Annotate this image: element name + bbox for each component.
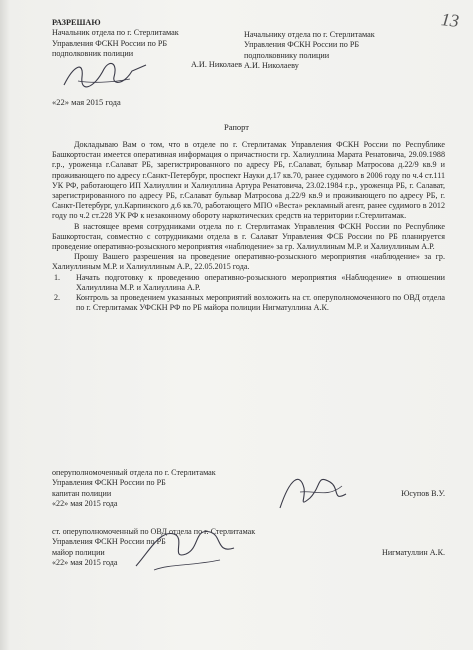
signer-1-rank-row: [52, 489, 445, 499]
addressee-position-line1: Начальнику отдела по г. Стерлитамак: [244, 30, 375, 39]
list-item: [52, 293, 445, 313]
paragraph-3: Прошу Вашего разрешения на проведение оперативно-розыскного мероприятия «наблюдение» за гр. Халиуллиным М.Р. и Халиуллиным А.Р., 22.05.2015 года.: [52, 252, 445, 272]
approver-signature: [60, 55, 150, 95]
document-title: Рапорт: [223, 122, 250, 132]
signer-2-position-line2: Управления ФСКН России по РБ: [52, 537, 166, 547]
signer-1-rank: капитан полиции: [52, 488, 112, 498]
signer-1-date: «22» мая 2015 года: [52, 499, 118, 509]
approve-heading: РАЗРЕШАЮ: [52, 18, 101, 27]
list-item-number: 2.: [54, 293, 61, 303]
addressee-name: А.И. Николаеву: [244, 61, 299, 71]
page-number: 13: [440, 9, 461, 31]
signer-2-position-line1: ст. оперуполномоченный по ОВД отдела по г. Стерлитамак: [52, 527, 256, 536]
signer-2-rank: майор полиции: [52, 547, 105, 557]
report-body: [52, 140, 445, 313]
list-item: [52, 273, 445, 293]
signer-2-signature: [130, 520, 240, 575]
list-item-text: Контроль за проведением указанных мероприятий возложить на ст. оперуполномоченного по ОВД отдела по г. Стерлитамак УФСКН РФ по РБ майора полиции Нигматуллина А.К.: [76, 293, 445, 313]
paragraph-2: В настоящее время сотрудниками отдела по г. Стерлитамак Управления ФСКН России по Республике Башкортостан, совместно с сотрудниками отдела в г. Салават Управления ФСБ России по РБ планируется проведение оперативно-розыскного мероприятия «наблюдение» за гр. Халиуллиным М.Р. и Халиуллиным А.Р.: [52, 221, 445, 252]
signer-1-position-line2: Управления ФСКН России по РБ: [52, 478, 166, 488]
signer-1-signature: [270, 468, 360, 516]
signer-2-rank-row: [52, 548, 445, 558]
approver-name: А.И. Николаев: [190, 59, 242, 69]
signer-2-block: [52, 527, 445, 569]
document-date: «22» мая 2015 года: [52, 97, 121, 107]
addressee-position-line2: Управления ФСКН России по РБ: [244, 40, 360, 50]
list-item-text: Начать подготовку к проведению оперативно-розыскного мероприятия «Наблюдение» в отношении Халиуллина М.Р. и Халиуллина А.Р.: [76, 272, 445, 292]
signer-2-date: «22» мая 2015 года: [52, 558, 118, 568]
paragraph-1: Докладываю Вам о том, что в отделе по г. Стерлитамак Управления ФСКН России по Республике Башкортостан имеется оперативная информация о причастности гр. Халиуллина Марата Ренатовича, 29.09.1988 г.р., уроженца г.Салават РБ, зарегистрированного по адресу РБ, г.Салават, бульвар Матросова д.22/9 кв.9 и проживающего по адресу г.Санкт-Петербург, проспект Науки д.17 кв.70, ранее судимого в 2006 году по ч.4 ст.111 УК РФ, работающего ИП Халиуллин и Халиуллина Артура Ренатовича, 23.02.1984 г.р., уроженца РБ, г. Салават, зарегистрированного по адресу РБ, г.Салават бульвар Матросова д.22/9 кв.9 и проживающего по адресу РБ, г. Санкт-Петербург, ул.Карпинского д.6 кв.70, работающего МПО «Веста» рекламный агент, ранее судимого в 2012 году по ч.2 ст.228 УК РФ к незаконному обороту наркотических средств на территории г.Стерлитамак.: [52, 140, 445, 221]
approver-position-line2: Управления ФСКН России по РБ: [52, 38, 168, 48]
signer-1-position-line1: оперуполномоченный отдела по г. Стерлитамак: [52, 468, 216, 477]
addressee-rank: подполковнику полиции: [244, 50, 330, 60]
approver-position-line1: Начальник отдела по г. Стерлитамак: [52, 28, 179, 38]
addressee-block: [244, 30, 444, 72]
list-item-number: 1.: [54, 272, 61, 282]
signer-1-name: Юсупов В.У.: [401, 488, 445, 498]
approver-rank: подполковник полиции: [52, 49, 134, 59]
signer-2-name: Нигматуллин А.К.: [381, 547, 445, 557]
action-list: [52, 273, 445, 314]
signer-1-block: [52, 468, 445, 510]
